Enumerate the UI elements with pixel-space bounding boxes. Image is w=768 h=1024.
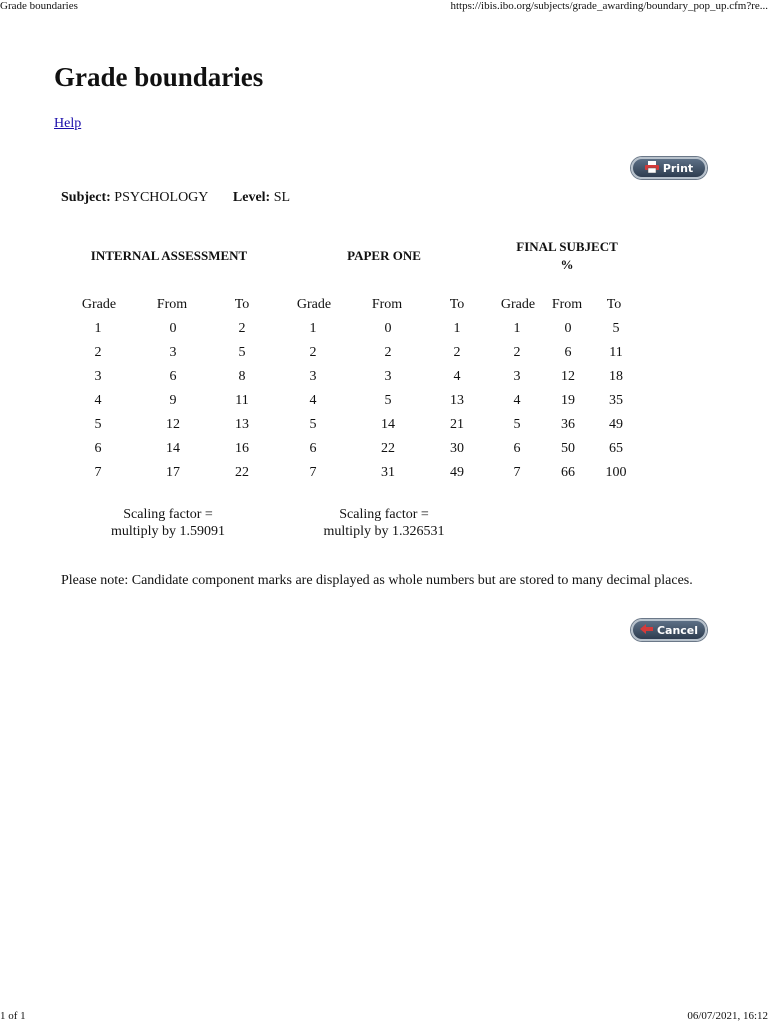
- final-cell: 50: [561, 441, 575, 456]
- note-text: Please note: Candidate component marks are displayed as whole numbers but are stored to many decimal places.: [61, 573, 693, 588]
- print-footer-datetime: 06/07/2021, 16:12: [687, 1010, 768, 1022]
- print-button[interactable]: [631, 157, 707, 179]
- p1-cell: 4: [309, 393, 317, 408]
- level-value: SL: [273, 190, 291, 205]
- p1-header-to: To: [449, 297, 465, 312]
- ia-cell: 6: [169, 369, 177, 384]
- final-header-to: To: [606, 297, 622, 312]
- print-footer-page: 1 of 1: [0, 1010, 26, 1022]
- p1-cell: 7: [309, 465, 317, 480]
- p1-cell: 5: [309, 417, 317, 432]
- p1-cell: 4: [453, 369, 461, 384]
- final-cell: 66: [561, 465, 575, 480]
- subject-value: PSYCHOLOGY: [114, 190, 208, 205]
- p1-header-grade: Grade: [296, 297, 332, 312]
- p1-cell: 13: [450, 393, 464, 408]
- final-header-from: From: [551, 297, 583, 312]
- final-cell: 65: [609, 441, 623, 456]
- ia-cell: 9: [169, 393, 177, 408]
- ia-cell: 5: [238, 345, 246, 360]
- p1-cell: 5: [384, 393, 392, 408]
- print-header-title: Grade boundaries: [0, 0, 78, 12]
- final-title-line2: %: [560, 257, 574, 272]
- final-cell: 2: [513, 345, 521, 360]
- p1-cell: 1: [453, 321, 461, 336]
- final-cell: 35: [609, 393, 623, 408]
- page-title: Grade boundaries: [54, 62, 264, 92]
- ia-header-to: To: [234, 297, 250, 312]
- final-cell: 4: [513, 393, 521, 408]
- ia-cell: 2: [94, 345, 102, 360]
- subject-label: Subject:: [61, 190, 111, 205]
- ia-cell: 17: [166, 465, 180, 480]
- ia-cell: 0: [169, 321, 177, 336]
- back-arrow-icon: [640, 624, 653, 637]
- p1-cell: 3: [309, 369, 317, 384]
- help-link[interactable]: Help: [54, 116, 82, 131]
- ia-cell: 11: [235, 393, 249, 408]
- ia-section-title: INTERNAL ASSESSMENT: [90, 248, 248, 263]
- final-title-line1: FINAL SUBJECT: [516, 239, 618, 254]
- printer-icon: [645, 161, 659, 176]
- final-cell: 5: [513, 417, 521, 432]
- p1-cell: 6: [309, 441, 317, 456]
- p1-cell: 0: [384, 321, 392, 336]
- p1-cell: 2: [453, 345, 461, 360]
- final-cell: 49: [609, 417, 623, 432]
- ia-cell: 13: [235, 417, 249, 432]
- p1-cell: 2: [309, 345, 317, 360]
- p1-cell: 31: [381, 465, 395, 480]
- final-cell: 11: [609, 345, 623, 360]
- final-cell: 18: [609, 369, 623, 384]
- ia-cell: 3: [94, 369, 102, 384]
- ia-scaling-line2: multiply by 1.59091: [111, 524, 225, 539]
- cancel-button-label: Cancel: [656, 623, 699, 637]
- ia-cell: 22: [235, 465, 249, 480]
- ia-cell: 3: [169, 345, 177, 360]
- ia-cell: 7: [94, 465, 102, 480]
- final-cell: 6: [564, 345, 572, 360]
- cancel-button[interactable]: [631, 619, 707, 641]
- p1-section-title: PAPER ONE: [347, 248, 421, 263]
- ia-cell: 1: [94, 321, 102, 336]
- ia-cell: 14: [166, 441, 180, 456]
- p1-scaling-line1: Scaling factor =: [339, 507, 429, 522]
- level-label: Level:: [232, 190, 271, 205]
- p1-cell: 1: [309, 321, 317, 336]
- ia-cell: 6: [94, 441, 102, 456]
- p1-cell: 49: [450, 465, 464, 480]
- ia-cell: 2: [238, 321, 246, 336]
- final-cell: 6: [513, 441, 521, 456]
- final-cell: 36: [561, 417, 575, 432]
- p1-cell: 14: [381, 417, 395, 432]
- print-header-url: https://ibis.ibo.org/subjects/grade_awarding/boundary_pop_up.cfm?re...: [450, 0, 768, 12]
- final-cell: 5: [612, 321, 620, 336]
- ia-header-from: From: [156, 297, 188, 312]
- p1-cell: 2: [384, 345, 392, 360]
- ia-cell: 4: [94, 393, 102, 408]
- p1-cell: 22: [381, 441, 395, 456]
- ia-scaling-factor: [88, 506, 248, 540]
- final-section-title: [490, 238, 644, 274]
- final-cell: 7: [513, 465, 521, 480]
- ia-cell: 5: [94, 417, 102, 432]
- p1-scaling-line2: multiply by 1.326531: [323, 524, 445, 539]
- p1-header-from: From: [371, 297, 403, 312]
- p1-scaling-factor: [300, 506, 468, 540]
- subject-line: [61, 190, 290, 206]
- final-cell: 100: [605, 465, 627, 480]
- ia-scaling-line1: Scaling factor =: [123, 507, 213, 522]
- final-header-grade: Grade: [500, 297, 536, 312]
- ia-cell: 8: [238, 369, 246, 384]
- final-cell: 0: [564, 321, 572, 336]
- print-button-label: Print: [662, 161, 694, 175]
- p1-cell: 30: [450, 441, 464, 456]
- final-cell: 19: [561, 393, 575, 408]
- p1-cell: 3: [384, 369, 392, 384]
- final-cell: 3: [513, 369, 521, 384]
- ia-header-grade: Grade: [81, 297, 117, 312]
- final-cell: 1: [513, 321, 521, 336]
- ia-cell: 12: [166, 417, 180, 432]
- final-cell: 12: [561, 369, 575, 384]
- p1-cell: 21: [450, 417, 464, 432]
- ia-cell: 16: [235, 441, 249, 456]
